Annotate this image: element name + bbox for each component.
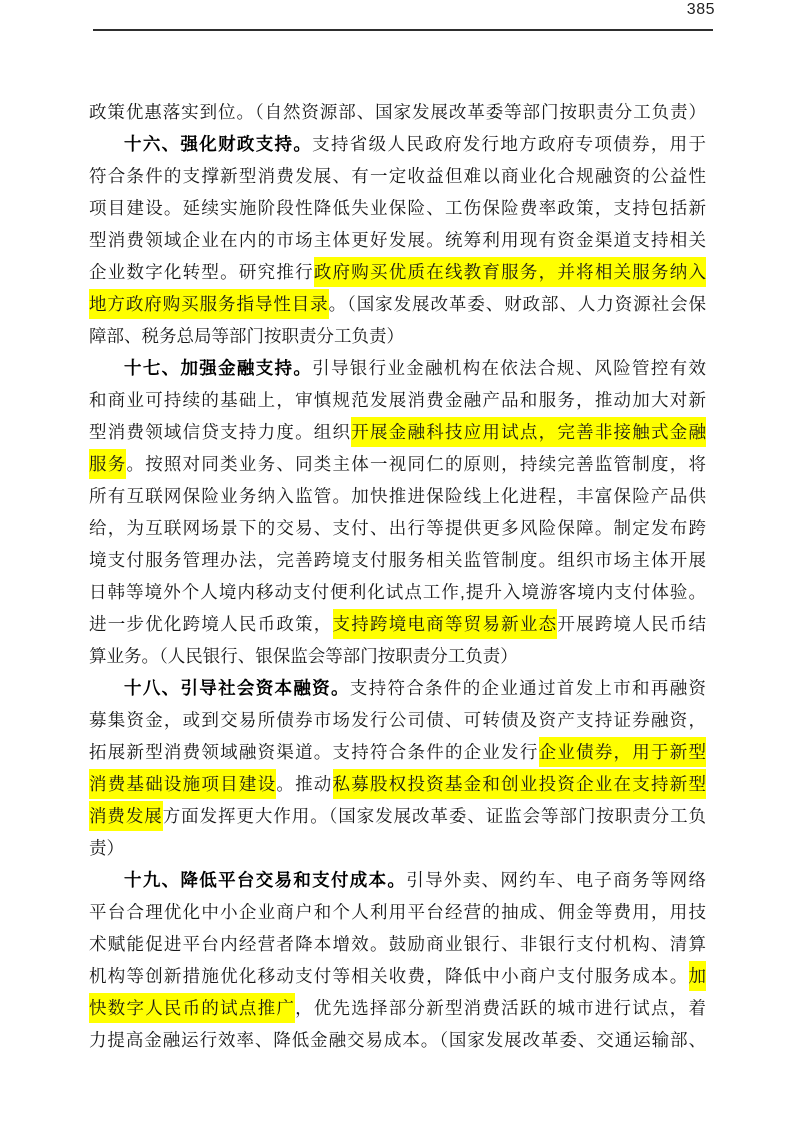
text-segment: 政策优惠落实到位。（自然资源部、国家发展改革委等部门按职责分工负责） <box>89 102 706 122</box>
text-line <box>89 928 706 960</box>
text-line <box>89 800 706 832</box>
text-line <box>89 544 706 576</box>
text-segment: 。（国家发展改革委、财政部、人力资源社会保 <box>328 294 706 314</box>
text-line <box>89 704 706 736</box>
text-line <box>89 416 706 448</box>
section-heading: 十八、引导社会资本融资。 <box>124 678 350 698</box>
highlighted-text: 快数字人民币的试点推广 <box>89 993 295 1023</box>
text-segment: 支持省级人民政府发行地方政府专项债券，用于 <box>312 134 706 154</box>
highlighted-text: 私募股权投资基金和创业投资企业在支持新型 <box>333 769 706 799</box>
text-segment: 机构等创新措施优化移动支付等相关收费，降低中小商户支付服务成本。 <box>89 966 689 986</box>
text-line <box>89 480 706 512</box>
text-line <box>89 448 706 480</box>
text-segment: 责） <box>89 838 124 858</box>
text-segment: 开展跨境人民币结 <box>557 614 706 634</box>
text-segment: 平台合理优化中小企业商户和个人利用平台经营的抽成、佣金等费用，用技 <box>89 902 706 922</box>
text-segment: 术赋能促进平台内经营者降本增效。鼓励商业银行、非银行支付机构、清算 <box>89 934 706 954</box>
text-line <box>89 256 706 288</box>
text-segment: 拓展新型消费领域融资渠道。支持符合条件的企业发行 <box>89 742 539 762</box>
highlighted-text: 地方政府购买服务指导性目录 <box>89 289 329 319</box>
text-segment: ，优先选择部分新型消费活跃的城市进行试点，着 <box>295 998 706 1018</box>
section-heading: 十六、强化财政支持。 <box>124 134 313 154</box>
highlighted-text: 政府购买优质在线教育服务，并将相关服务纳入 <box>314 257 706 287</box>
text-segment: 。推动 <box>276 774 333 794</box>
text-line <box>89 960 706 992</box>
text-segment: 进一步优化跨境人民币政策， <box>89 614 333 634</box>
text-segment: 符合条件的支撑新型消费发展、有一定收益但难以商业化合规融资的公益性 <box>89 166 706 186</box>
text-line <box>89 576 706 608</box>
text-line <box>89 1024 706 1056</box>
text-line <box>89 96 706 128</box>
text-segment: 。按照对同类业务、同类主体一视同仁的原则，持续完善监管制度，将 <box>126 454 706 474</box>
text-segment: 障部、税务总局等部门按职责分工负责） <box>89 326 404 346</box>
section-heading: 十九、降低平台交易和支付成本。 <box>124 870 407 890</box>
text-segment: 募集资金，或到交易所债券市场发行公司债、可转债及资产支持证券融资， <box>89 710 706 730</box>
highlighted-text: 支持跨境电商等贸易新业态 <box>333 609 558 639</box>
text-line <box>89 160 706 192</box>
text-line <box>89 832 706 864</box>
text-segment: 支持符合条件的企业通过首发上市和再融资 <box>349 678 706 698</box>
text-segment: 型消费领域企业在内的市场主体更好发展。统筹利用现有资金渠道支持相关 <box>89 230 706 250</box>
text-line <box>89 128 706 160</box>
text-line <box>89 640 706 672</box>
text-segment: 型消费领域信贷支持力度。组织 <box>89 422 352 442</box>
highlighted-text: 服务 <box>89 449 126 479</box>
text-line <box>89 864 706 896</box>
text-segment: 所有互联网保险业务纳入监管。加快推进保险线上化进程，丰富保险产品供 <box>89 486 706 506</box>
text-segment: 算业务。（人民银行、银保监会等部门按职责分工负责） <box>89 646 518 666</box>
text-line <box>89 512 706 544</box>
text-segment: 企业数字化转型。研究推行 <box>89 262 314 282</box>
text-line <box>89 320 706 352</box>
header-rule <box>93 29 713 31</box>
page-number: 385 <box>686 1 715 18</box>
text-line <box>89 768 706 800</box>
text-line <box>89 896 706 928</box>
highlighted-text: 开展金融科技应用试点，完善非接触式金融 <box>351 417 706 447</box>
document-text <box>89 96 706 1056</box>
text-line <box>89 192 706 224</box>
highlighted-text: 消费发展 <box>89 801 163 831</box>
text-segment: 力提高金融运行效率、降低金融交易成本。（国家发展改革委、交通运输部、 <box>89 1030 706 1050</box>
highlighted-text: 消费基础设施项目建设 <box>89 769 276 799</box>
text-segment: 日韩等境外个人境内移动支付便利化试点工作,提升入境游客境内支付体验。 <box>89 582 706 602</box>
text-line <box>89 224 706 256</box>
text-segment: 方面发挥更大作用。（国家发展改革委、证监会等部门按职责分工负 <box>162 806 706 826</box>
text-line <box>89 352 706 384</box>
text-line <box>89 608 706 640</box>
text-line <box>89 288 706 320</box>
text-line <box>89 384 706 416</box>
text-segment: 和商业可持续的基础上，审慎规范发展消费金融产品和服务，推动加大对新 <box>89 390 706 410</box>
highlighted-text: 企业债券，用于新型 <box>539 737 706 767</box>
text-line <box>89 672 706 704</box>
text-line <box>89 736 706 768</box>
highlighted-text: 加 <box>689 961 707 991</box>
text-line <box>89 992 706 1024</box>
text-segment: 引导外卖、网约车、电子商务等网络 <box>406 870 706 890</box>
text-segment: 引导银行业金融机构在依法合规、风险管控有效 <box>312 358 706 378</box>
text-segment: 境支付服务管理办法，完善跨境支付服务相关监管制度。组织市场主体开展 <box>89 550 706 570</box>
text-segment: 给，为互联网场景下的交易、支付、出行等提供更多风险保障。制定发布跨 <box>89 518 706 538</box>
text-segment: 项目建设。延续实施阶段性降低失业保险、工伤保险费率政策，支持包括新 <box>89 198 706 218</box>
section-heading: 十七、加强金融支持。 <box>124 358 313 378</box>
